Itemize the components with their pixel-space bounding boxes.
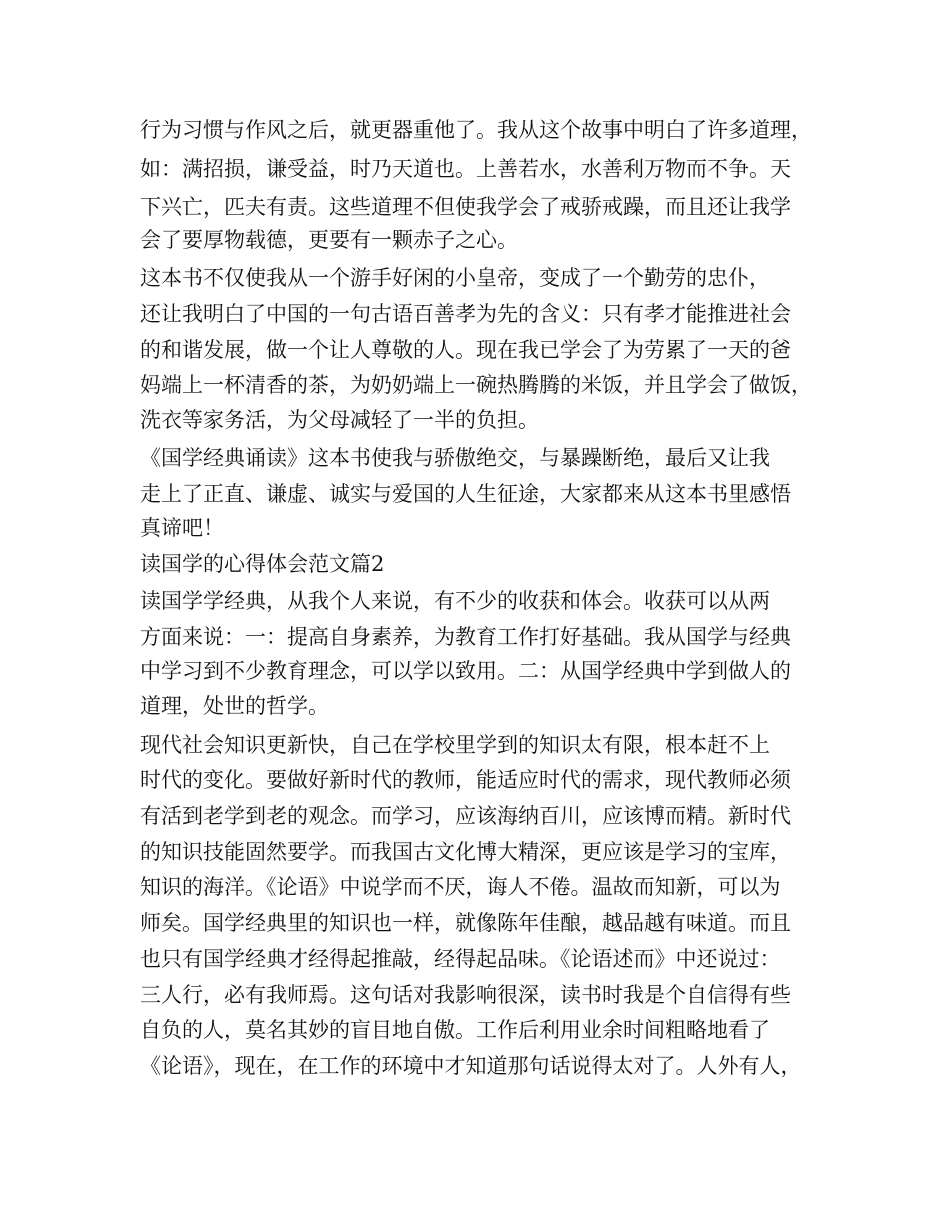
text-line: 读国学学经典，从我个人来说，有不少的收获和体会。收获可以从两 — [140, 589, 770, 613]
text-line: 方面来说：一：提高自身素养，为教育工作打好基础。我从国学与经典 — [140, 625, 791, 649]
section-heading: 读国学的心得体会范文篇2 — [140, 552, 385, 576]
text-line: 现代社会知识更新快，自己在学校里学到的知识太有限，根本赶不上 — [140, 733, 770, 757]
text-line: 自负的人，莫名其妙的盲目地自傲。工作后利用业余时间粗略地看了 — [140, 1018, 770, 1042]
text-line: 的知识技能固然要学。而我国古文化博大精深，更应该是学习的宝库， — [140, 840, 791, 864]
text-line: 也只有国学经典才经得起推敲，经得起品味。《论语述而》中还说过： — [140, 947, 781, 971]
text-line: 还让我明白了中国的一句古语百善孝为先的含义：只有孝才能推进社会 — [140, 302, 791, 326]
text-line: 《论语》，现在，在工作的环境中才知道那句话说得太对了。人外有人， — [140, 1054, 802, 1078]
text-line: 有活到老学到老的观念。而学习，应该海纳百川，应该博而精。新时代 — [140, 804, 791, 828]
text-line: 真谛吧！ — [140, 516, 224, 540]
text-line: 这本书不仅使我从一个游手好闲的小皇帝，变成了一个勤劳的忠仆， — [140, 266, 770, 290]
text-line: 道理，处世的哲学。 — [140, 694, 329, 718]
text-line: 走上了正直、谦虚、诚实与爱国的人生征途，大家都来从这本书里感悟 — [140, 482, 791, 506]
text-line: 时代的变化。要做好新时代的教师，能适应时代的需求，现代教师必须 — [140, 768, 791, 792]
text-line: 会了要厚物载德，更要有一颗赤子之心。 — [140, 228, 518, 252]
text-line: 下兴亡，匹夫有责。这些道理不但使我学会了戒骄戒躁，而且还让我学 — [140, 195, 791, 219]
text-line: 的和谐发展，做一个让人尊敬的人。现在我已学会了为劳累了一天的爸 — [140, 338, 791, 362]
text-line: 妈端上一杯清香的茶，为奶奶端上一碗热腾腾的米饭，并且学会了做饭， — [140, 373, 812, 397]
text-line: 中学习到不少教育理念，可以学以致用。二：从国学经典中学到做人的 — [140, 659, 791, 683]
text-line: 如：满招损，谦受益，时乃天道也。上善若水，水善利万物而不争。天 — [140, 157, 791, 181]
text-line: 师矣。国学经典里的知识也一样，就像陈年佳酿，越品越有味道。而且 — [140, 911, 791, 935]
text-line: 洗衣等家务活，为父母减轻了一半的负担。 — [140, 408, 539, 432]
text-line: 知识的海洋。《论语》中说学而不厌，诲人不倦。温故而知新，可以为 — [140, 875, 781, 899]
text-line: 《国学经典诵读》这本书使我与骄傲绝交，与暴躁断绝，最后又让我 — [140, 446, 770, 470]
text-line: 三人行，必有我师焉。这句话对我影响很深，读书时我是个自信得有些 — [140, 983, 791, 1007]
text-line: 行为习惯与作风之后，就更器重他了。我从这个故事中明白了许多道理， — [140, 118, 812, 142]
